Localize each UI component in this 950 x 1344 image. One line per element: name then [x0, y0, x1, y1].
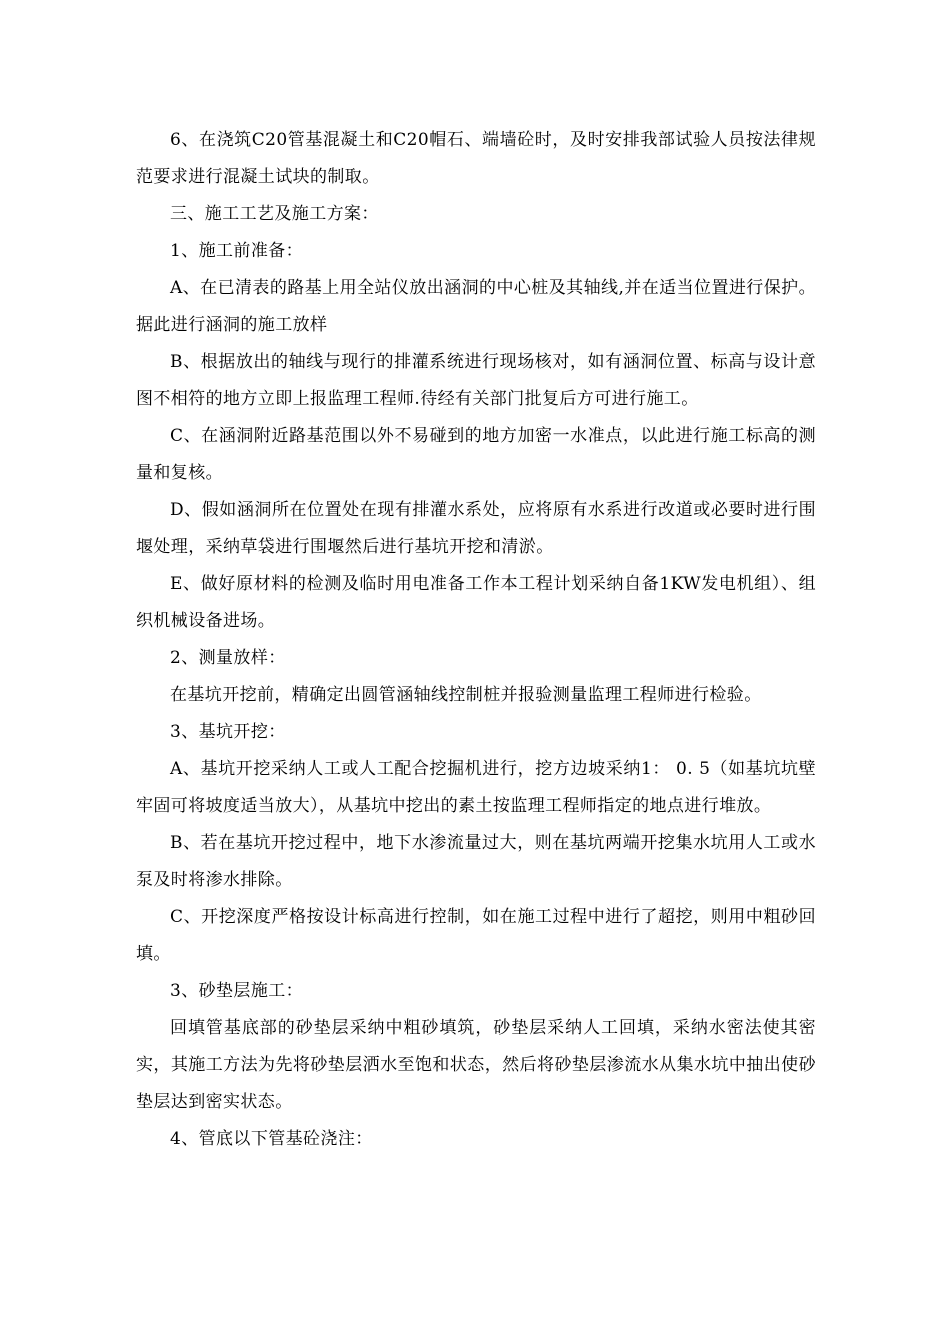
paragraph-prep-e: E、做好原材料的检测及临时用电准备工作本工程计划采纳自备1KW发电机组）、组织机械设备进场。 — [136, 574, 816, 631]
subheading-preparation: 1、施工前准备： — [170, 241, 304, 261]
paragraph-prep-a: A、在已清表的路基上用全站仪放出涵洞的中心桩及其轴线,并在适当位置进行保护。据此进行涵洞的施工放样 — [136, 278, 816, 335]
subheading-excavation: 3、基坑开挖： — [170, 722, 286, 742]
section-heading-construction-process: 三、施工工艺及施工方案： — [170, 204, 379, 224]
subheading-pipe-foundation: 4、管底以下管基砼浇注： — [170, 1129, 373, 1149]
paragraph-prep-b: B、根据放出的轴线与现行的排灌系统进行现场核对，如有涵洞位置、标高与设计意图不相符的地方立即上报监理工程师.待经有关部门批复后方可进行施工。 — [136, 352, 816, 409]
paragraph-survey: 在基坑开挖前，精确定出圆管涵轴线控制桩并报验测量监理工程师进行检验。 — [170, 685, 762, 705]
paragraph-item-6-quality-test: 6、在浇筑C20管基混凝土和C20帽石、端墙砼时，及时安排我部试验人员按法律规范要求进行混凝土试块的制取。 — [136, 130, 816, 187]
paragraph-excavation-a: A、基坑开挖采纳人工或人工配合挖掘机进行，挖方边坡采纳1： 0. 5（如基坑坑壁牢固可将坡度适当放大），从基坑中挖出的素土按监理工程师指定的地点进行堆放。 — [136, 759, 816, 816]
paragraph-sand-cushion: 回填管基底部的砂垫层采纳中粗砂填筑，砂垫层采纳人工回填，采纳水密法使其密实，其施工方法为先将砂垫层洒水至饱和状态，然后将砂垫层渗流水从集水坑中抽出使砂垫层达到密实状态。 — [136, 1018, 816, 1112]
paragraph-prep-d: D、假如涵洞所在位置处在现有排灌水系处，应将原有水系进行改道或必要时进行围堰处理，采纳草袋进行围堰然后进行基坑开挖和清淤。 — [136, 500, 816, 557]
document-body — [136, 122, 816, 1158]
paragraph-excavation-c: C、开挖深度严格按设计标高进行控制，如在施工过程中进行了超挖，则用中粗砂回填。 — [136, 907, 816, 964]
paragraph-excavation-b: B、若在基坑开挖过程中，地下水渗流量过大，则在基坑两端开挖集水坑用人工或水泵及时将渗水排除。 — [136, 833, 816, 890]
paragraph-prep-c: C、在涵洞附近路基范围以外不易碰到的地方加密一水准点，以此进行施工标高的测量和复核。 — [136, 426, 816, 483]
subheading-sand-cushion: 3、砂垫层施工： — [170, 981, 304, 1001]
subheading-survey: 2、测量放样： — [170, 648, 286, 668]
